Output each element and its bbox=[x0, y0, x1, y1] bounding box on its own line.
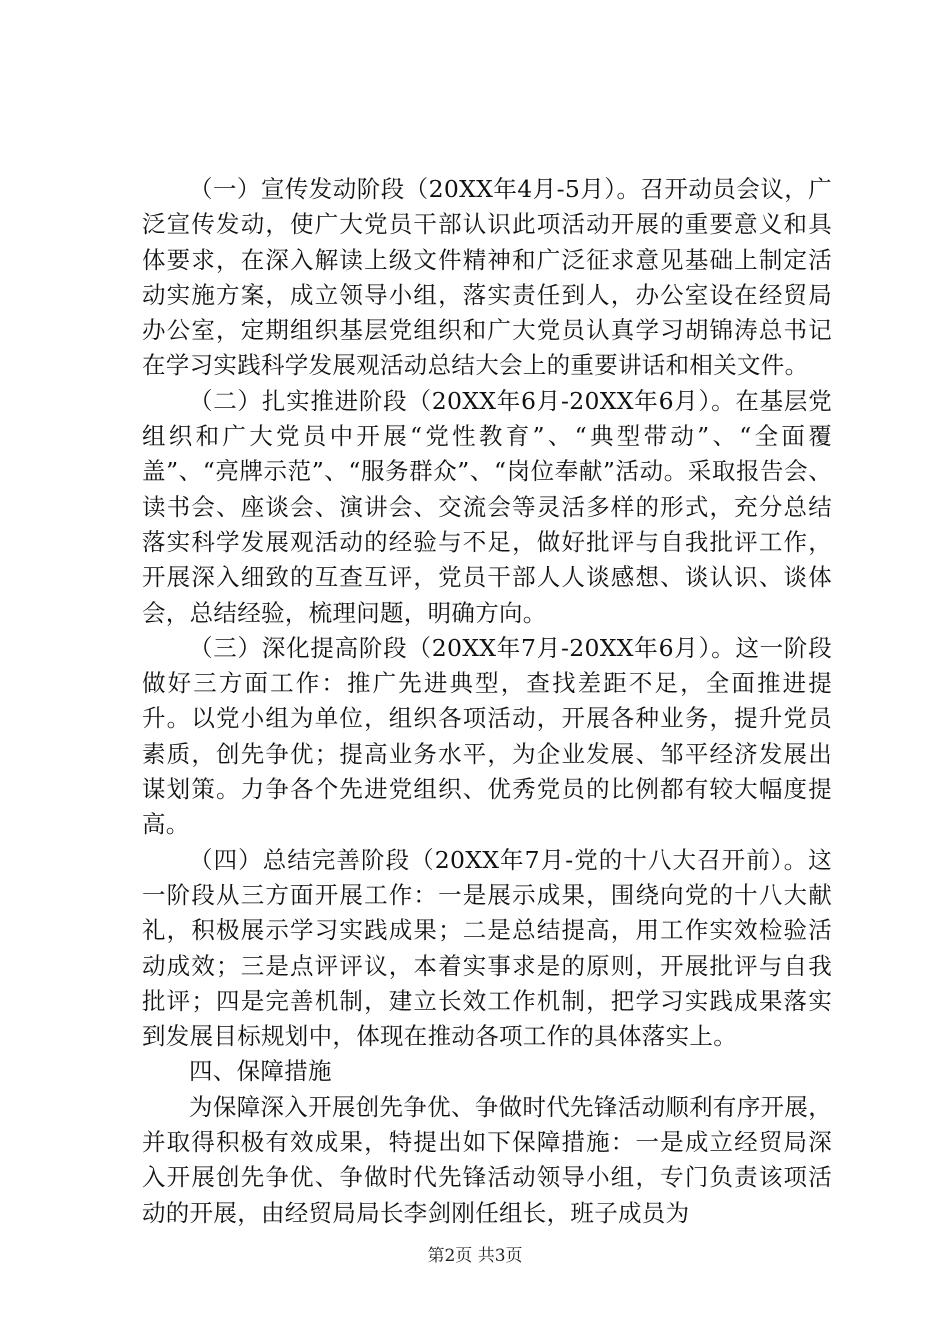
paragraph-stage-three: （三）深化提高阶段（20XX年7月-20XX年6月）。这一阶段做好三方面工作：推广先进典型，查找差距不足，全面推进提升。以党小组为单位，组织各项活动，开展各种业务，提升党员素质，创先争优；提高业务水平，为企业发展、邹平经济发展出谋划策。力争各个先进党组织、优秀党员的比例都有较大幅度提高。 bbox=[142, 633, 832, 839]
paragraph-stage-four: （四）总结完善阶段（20XX年7月-党的十八大召开前）。这一阶段从三方面开展工作：一是展示成果，围绕向党的十八大献礼，积极展示学习实践成果；二是总结提高，用工作实效检验活动成效；三是点评评议，本着实事求是的原则，开展批评与自我批评；四是完善机制，建立长效工作机制，把学习实践成果落实到发展目标规划中，体现在推动各项工作的具体落实上。 bbox=[142, 845, 832, 1051]
document-body bbox=[142, 172, 832, 1231]
section-heading: 四、保障措施 bbox=[189, 1057, 332, 1086]
paragraph-safeguards: 为保障深入开展创先争优、争做时代先锋活动顺利有序开展，并取得积极有效成果，特提出如下保障措施：一是成立经贸局深入开展创先争优、争做时代先锋活动领导小组，专门负责该项活动的开展，由经贸局局长李剑刚任组长，班子成员为 bbox=[142, 1092, 832, 1227]
paragraph-stage-two: （二）扎实推进阶段（20XX年6月-20XX年6月）。在基层党组织和广大党员中开展“党性教育”、“典型带动”、“全面覆盖”、“亮牌示范”、“服务群众”、“岗位奉献”活动。采取报告会、读书会、座谈会、演讲会、交流会等灵活多样的形式，充分总结落实科学发展观活动的经验与不足，做好批评与自我批评工作，开展深入细致的互查互评，党员干部人人谈感想、谈认识、谈体会，总结经验，梳理问题，明确方向。 bbox=[142, 386, 832, 627]
page-number-footer: 第2页 共3页 bbox=[427, 1246, 523, 1266]
paragraph-stage-one: （一）宣传发动阶段（20XX年4月-5月）。召开动员会议，广泛宣传发动，使广大党员干部认识此项活动开展的重要意义和具体要求，在深入解读上级文件精神和广泛征求意见基础上制定活动实施方案，成立领导小组，落实责任到人，办公室设在经贸局办公室，定期组织基层党组织和广大党员认真学习胡锦涛总书记在学习实践科学发展观活动总结大会上的重要讲话和相关文件。 bbox=[142, 175, 832, 380]
